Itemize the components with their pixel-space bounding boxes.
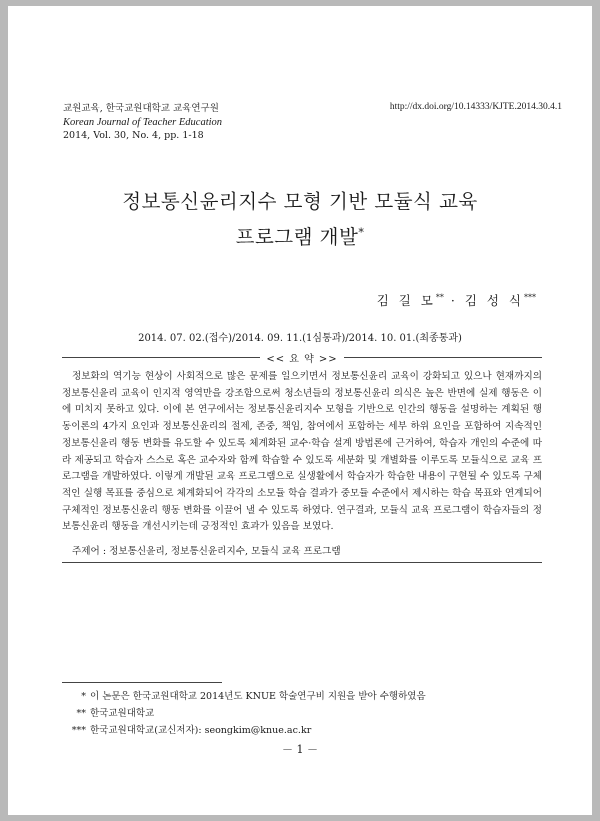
author-1-footnote-marker[interactable]: ** [435,292,444,302]
page-number: － 1 － [282,743,318,756]
footnote-text: 한국교원대학교(교신저자): seongkim@knue.ac.kr [90,725,312,736]
abstract-rule-left [62,357,260,358]
author-2-footnote-marker[interactable]: *** [524,292,536,302]
title-line-1: 정보통신윤리지수 모형 기반 모듈식 교육 [122,190,478,213]
journal-name-english: Korean Journal of Teacher Education [63,116,223,128]
author-separator: · [443,293,465,308]
submission-dates: 2014. 07. 02.(접수)/2014. 09. 11.(1심통과)/2014. 10. 01.(최종통과) [138,333,462,344]
abstract-rule-right [344,357,542,358]
title-line-2: 프로그램 개발* [235,225,365,249]
footnote-text: 한국교원대학교 [90,708,155,719]
footnote-mark: *** [71,725,86,736]
author-1: 김 길 모 [376,293,436,308]
footnote-mark: * [81,691,86,702]
title-footnote-marker[interactable]: * [358,226,365,239]
journal-header [63,102,222,143]
footnote-mark: ** [76,708,86,719]
author-list [377,291,536,309]
footnotes [62,688,426,739]
doi-link[interactable]: http://dx.doi.org/10.14333/KJTE.2014.30.4.1 [389,102,562,112]
footnote-item [62,722,426,739]
abstract-body: 정보화의 역기능 현상이 사회적으로 많은 문제를 일으키면서 정보통신윤리 교육이 강화되고 있으나 현재까지의 정보통신윤리 교육이 인지적 영역만을 강조함으로써 청소년들의 정보통신윤리 의식은 높은 반면에 실제 행동은 이에 미치지 못하고 있다. 이에 본 연구에서는 정보통신윤리지수 모형을 기반으로 인간의 행동을 설명하는 계획된 행동이론의 4가지 요인과 정보통신윤리의 절제, 존중, 책임, 참여에서 포함하는 세부 하위 요인을 포함하여 지속적인 정보통신윤리 행동 변화를 유도할 수 있도록 체계화된 교수·학습 설계 방법론에 근거하여, 학습자 개인의 수준에 따라 제공되고 학습자 스스로 혹은 교수자와 함께 학습할 수 있도록 세분화 및 개별화를 이루도록 모듈식으로 교육 프로그램을 개발하였다. 이렇게 개발된 교육 프로그램으로 실생활에서 학습자가 학습한 내용이 구현될 수 있도록 구체적인 실행 목표를 중심으로 체계화되어 각각의 소모듈 학습 결과가 중모듈 수준에서 제시하는 학습 목표와 연계되어 구체적인 정보통신윤리 행동 변화를 이끌어 낼 수 있도록 하였다. 연구결과, 모듈식 교육 프로그램이 학습자들의 정보통신윤리 행동을 개선시키는데 긍정적인 효과가 있음을 보였다. [62,371,542,533]
paper-title [8,186,592,253]
footnote-text: 이 논문은 한국교원대학교 2014년도 KNUE 학술연구비 지원을 받아 수행하였음 [90,691,426,702]
abstract-bottom-rule [62,562,542,563]
volume-info: 2014, Vol. 30, No. 4, pp. 1-18 [63,130,204,141]
abstract-heading [62,350,542,364]
footnote-item [62,688,426,705]
document-page [8,6,592,815]
journal-name-korean: 교원교육, 한국교원대학교 교육연구원 [63,103,219,114]
abstract-heading-label: << 요 약 >> [266,353,338,365]
keywords: 주제어 : 정보통신윤리, 정보통신윤리지수, 모듈식 교육 프로그램 [72,546,341,558]
abstract-section [62,350,542,563]
author-2: 김 성 식 [464,293,524,308]
footnote-item [62,705,426,722]
footnote-divider [62,682,222,683]
